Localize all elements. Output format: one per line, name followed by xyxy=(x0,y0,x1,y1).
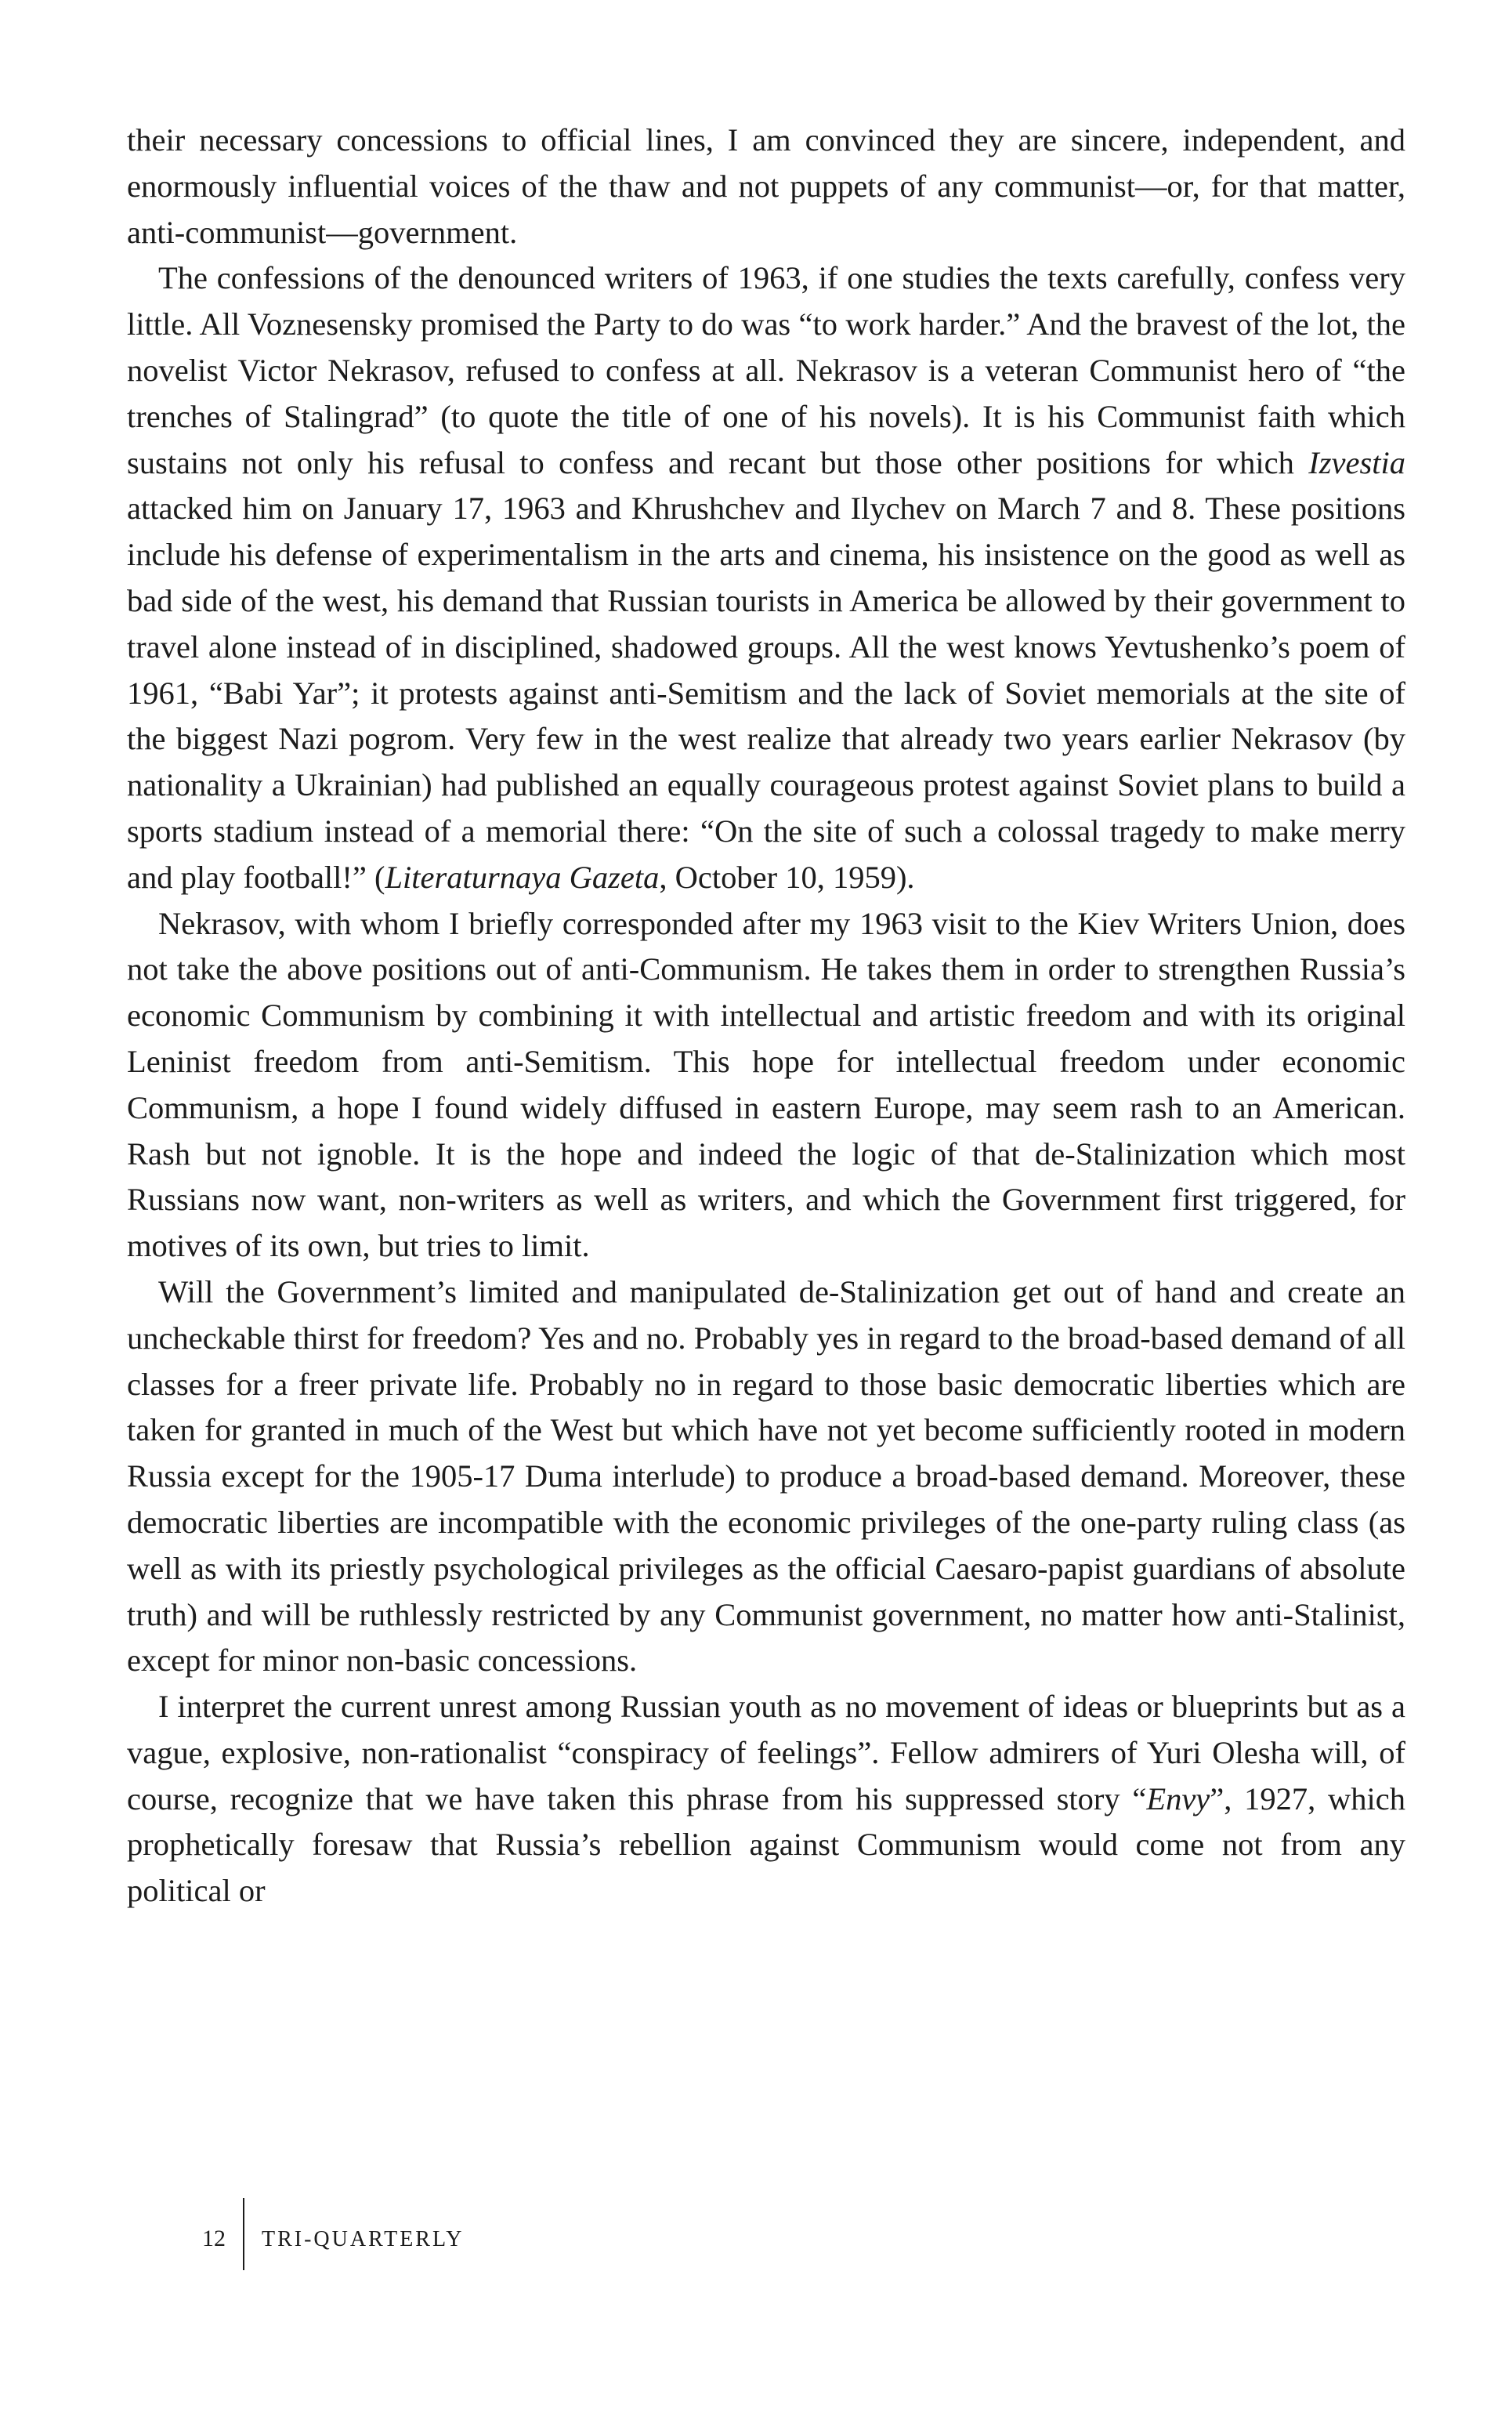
paragraph-2 xyxy=(127,255,1405,900)
paragraph-text: , October 10, 1959). xyxy=(659,859,915,895)
italic-title-izvestia: Izvestia xyxy=(1308,444,1405,480)
italic-title-envy: Envy xyxy=(1146,1780,1210,1816)
footer-divider xyxy=(243,2198,244,2270)
paragraph-3 xyxy=(127,901,1405,1269)
paragraph-text: their necessary concessions to official lines, I am convinced they are sincere, independent, and enormously influential voices of the thaw and not puppets of any communist—or, for that matter, anti-communist—government. xyxy=(127,122,1405,250)
page-footer xyxy=(202,2198,465,2276)
paragraph-text: The confessions of the denounced writers of 1963, if one studies the texts carefully, confess very little. All Voznesensky promised the Party to do was “to work harder.” And the bravest of the lot, the novelist Victor Nekrasov, refused to confess at all. Nekrasov is a veteran Communist hero of “the trenches of Stalingrad” (to quote the title of one of his novels). It is his Communist faith which sustains not only his refusal to confess and recant but those other positions for which xyxy=(127,260,1405,480)
paragraph-5 xyxy=(127,1684,1405,1914)
paragraph-text: Nekrasov, with whom I briefly corresponded after my 1963 visit to the Kiev Writers Union, does not take the above positions out of anti-Communism. He takes them in order to strengthen Russia’s economic Communism by combining it with intellectual and artistic freedom and with its original Leninist freedom from anti-Semitism. This hope for intellectual freedom under economic Communism, a hope I found widely diffused in eastern Europe, may seem rash to an American. Rash but not ignoble. It is the hope and indeed the logic of that de-Stalinization which most Russians now want, non-writers as well as writers, and which the Government first triggered, for motives of its own, but tries to limit. xyxy=(127,905,1405,1264)
paragraph-text: Will the Government’s limited and manipulated de-Stalinization get out of hand and create an uncheckable thirst for freedom? Yes and no. Probably yes in regard to the broad-based demand of all classes for a freer private life. Probably no in regard to those basic democratic liberties which are taken for granted in much of the West but which have not yet become sufficiently rooted in modern Russia except for the 1905-17 Duma interlude) to produce a broad-based demand. Moreover, these democratic liberties are incompatible with the economic privileges of the one-party ruling class (as well as with its priestly psychological privileges as the official Caesaro-papist guardians of absolute truth) and will be ruthlessly restricted by any Communist government, no matter how anti-Stalinist, except for minor non-basic concessions. xyxy=(127,1273,1405,1679)
paragraph-text: attacked him on January 17, 1963 and Khrushchev and Ilychev on March 7 and 8. These positions include his defense of experimentalism in the arts and cinema, his insistence on the good as well as bad side of the west, his demand that Russian tourists in America be allowed by their government to travel alone instead of in disciplined, shadowed groups. All the west knows Yevtushenko’s poem of 1961, “Babi Yar”; it protests against anti-Semitism and the lack of Soviet memorials at the site of the biggest Nazi pogrom. Very few in the west realize that already two years earlier Nekrasov (by nationality a Ukrainian) had published an equally courageous protest against Soviet plans to build a sports stadium instead of a memorial there: “On the site of such a colossal tragedy to make merry and play football!” ( xyxy=(127,491,1405,895)
document-body xyxy=(127,118,1405,1914)
paragraph-1 xyxy=(127,118,1405,255)
page-number: 12 xyxy=(202,2226,226,2251)
paragraph-text: I interpret the current unrest among Russian youth as no movement of ideas or blueprints but as a vague, explosive, non-rationalist “conspiracy of feelings”. Fellow admirers of Yuri Olesha will, of course, recognize that we have taken this phrase from his suppressed story “ xyxy=(127,1689,1405,1816)
paragraph-4 xyxy=(127,1269,1405,1684)
journal-name: TRI-QUARTERLY xyxy=(262,2227,465,2251)
italic-title-literaturnaya-gazeta: Literaturnaya Gazeta xyxy=(385,859,660,895)
paragraph-text: ”, 1927, which prophetically foresaw that Russia’s rebellion against Communism would come not from any political or xyxy=(127,1780,1405,1909)
